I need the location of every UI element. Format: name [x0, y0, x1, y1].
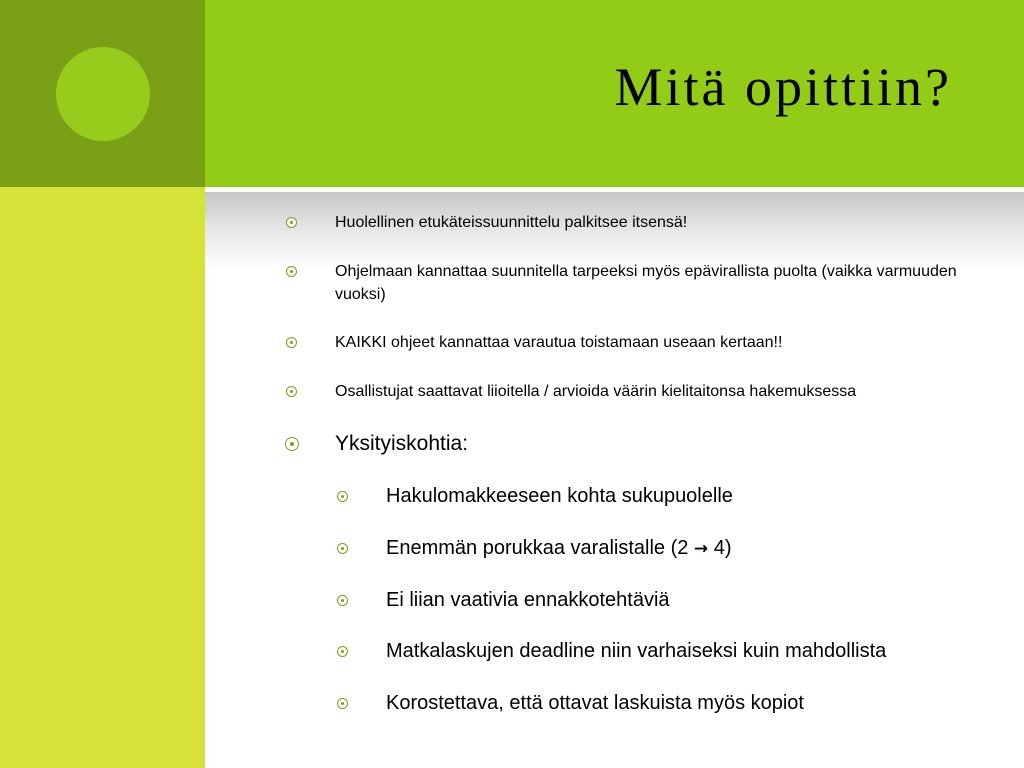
sub-bullet-icon: [337, 595, 348, 606]
sub-list-item: [386, 536, 1006, 561]
sub-bullet-icon: [337, 646, 348, 657]
bullet-icon: [286, 217, 297, 228]
sub-bullet-icon: [337, 543, 348, 554]
bullet-icon: [285, 437, 299, 451]
right-arrow-icon: →: [693, 539, 709, 559]
bullet-icon: [286, 337, 297, 348]
sub-list-item-text: 4): [708, 537, 732, 559]
sub-bullet-icon: [337, 491, 348, 502]
sub-list-item: Hakulomakkeeseen kohta sukupuolelle: [386, 485, 733, 507]
sub-list-item: Matkalaskujen deadline niin varhaiseksi kuin mahdollista: [386, 640, 887, 662]
list-item: Huolellinen etukäteissuunnittelu palkitsee itsensä!: [335, 214, 688, 231]
sub-bullet-icon: [337, 698, 348, 709]
sub-list-item: Korostettava, että ottavat laskuista myös kopiot: [386, 692, 804, 714]
sub-list-item: Ei liian vaativia ennakkotehtäviä: [386, 589, 670, 611]
list-item: Ohjelmaan kannattaa suunnitella tarpeeksi myös epävirallista puolta (vaikka varmuuden vuoksi): [335, 263, 957, 303]
sub-list-item-text: Enemmän porukkaa varalistalle (2: [386, 537, 694, 559]
list-item: Yksityiskohtia:: [335, 432, 469, 455]
bullet-icon: [286, 386, 297, 397]
list-item: Osallistujat saattavat liioitella / arvioida väärin kielitaitonsa hakemuksessa: [335, 383, 857, 400]
bullet-icon: [286, 266, 297, 277]
list-item: KAIKKI ohjeet kannattaa varautua toistamaan useaan kertaan!!: [335, 334, 783, 351]
slide-title: Mitä opittiin?: [614, 57, 952, 117]
